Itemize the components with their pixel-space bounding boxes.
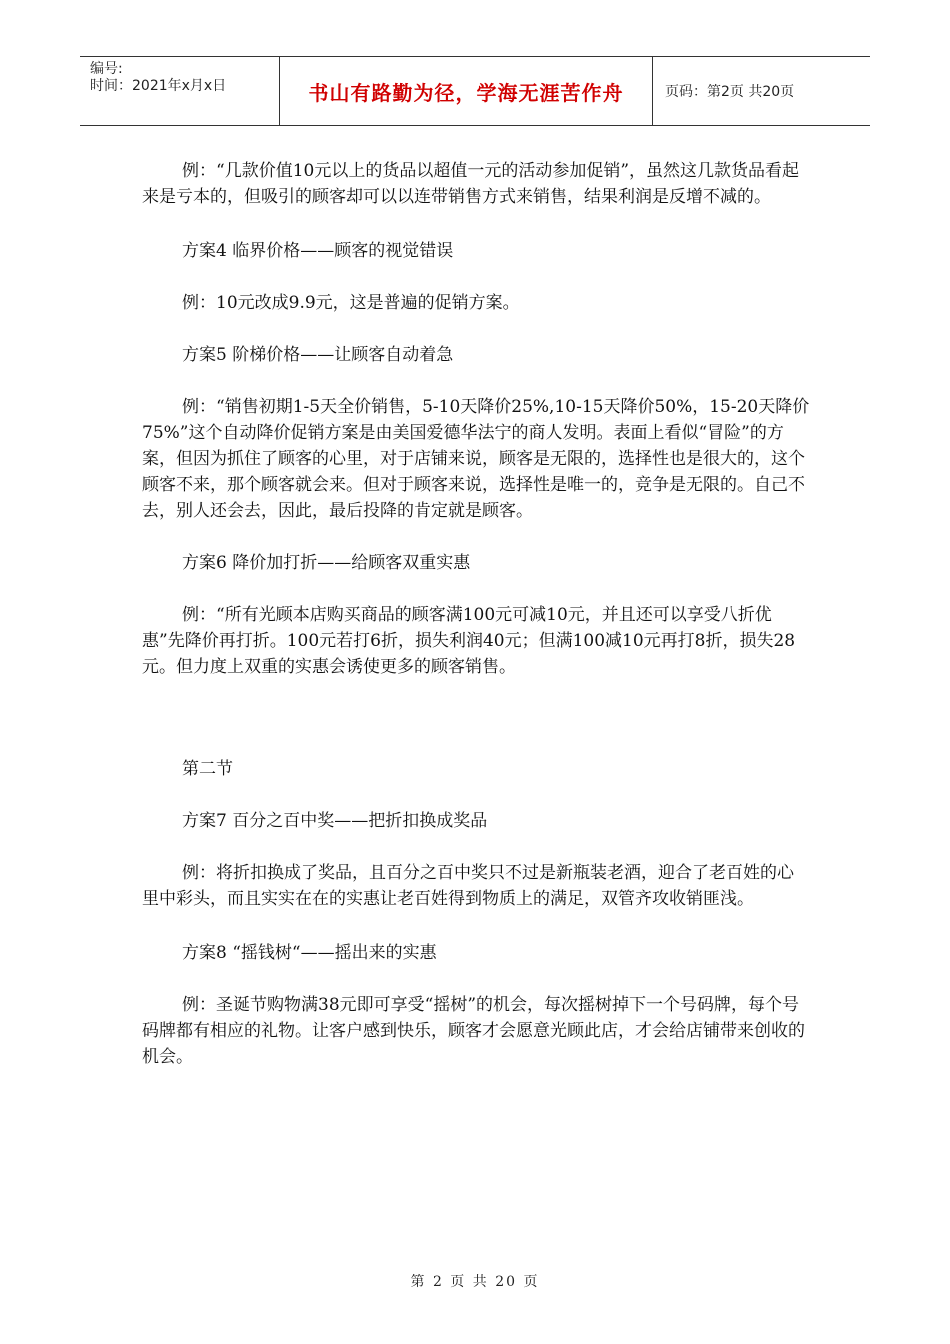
paragraph-example-5: 例：将折扣换成了奖品，且百分之百中奖只不过是新瓶装老酒，迎合了老百姓的心里中彩头，而且实实在在的实惠让老百姓得到物质上的满足，双管齐攻收销匪浅。 — [142, 863, 794, 909]
page-header — [80, 56, 870, 126]
paragraph-example-1: 例：“几款价值10元以上的货品以超值一元的活动参加促销”，虽然这几款货品看起来是亏本的，但吸引的顾客却可以以连带销售方式来销售，结果利润是反增不减的。 — [142, 161, 800, 207]
heading-plan-5: 方案5 阶梯价格——让顾客自动着急 — [182, 345, 454, 365]
paragraph-example-6: 例：圣诞节购物满38元即可享受“摇树”的机会，每次摇树掉下一个号码牌，每个号码牌都有相应的礼物。让客户感到快乐，顾客才会愿意光顾此店，才会给店铺带来创收的机会。 — [142, 995, 805, 1067]
heading-plan-7: 方案7 百分之百中奖——把折扣换成奖品 — [182, 811, 488, 831]
heading-plan-6: 方案6 降价加打折——给顾客双重实惠 — [182, 553, 471, 573]
paragraph-example-2: 例：10元改成9.9元，这是普遍的促销方案。 — [182, 293, 520, 313]
document-body — [142, 158, 810, 1070]
heading-plan-4: 方案4 临界价格——顾客的视觉错误 — [182, 241, 454, 261]
paragraph-example-3: 例：“销售初期1-5天全价销售，5-10天降价25%,10-15天降价50%，15-20天降价75%”这个自动降价促销方案是由美国爱德华法宁的商人发明。表面上看似“冒险”的方案，但因为抓住了顾客的心里，对于店铺来说，顾客是无限的，选择性也是很大的，这个顾客不来，那个顾客就会来。但对于顾客来说，选择性是唯一的，竞争是无限的。自己不去，别人还会去，因此，最后投降的肯定就是顾客。 — [142, 397, 810, 521]
heading-plan-8: 方案8 “摇钱树“——摇出来的实惠 — [182, 943, 437, 963]
doc-date: 时间：2021年x月x日 — [90, 78, 227, 94]
page-footer: 第 2 页 共 20 页 — [410, 1274, 540, 1290]
header-page-code: 页码：第2页 共20页 — [665, 84, 795, 100]
paragraph-example-4: 例：“所有光顾本店购买商品的顾客满100元可减10元，并且还可以享受八折优惠”先降价再打折。100元若打6折，损失利润40元；但满100减10元再打8折，损失28元。但力度上双重的实惠会诱使更多的顾客销售。 — [142, 605, 796, 677]
doc-number-label: 编号: — [90, 61, 123, 77]
header-motto: 书山有路勤为径，学海无涯苦作舟 — [280, 57, 653, 125]
section-heading-2: 第二节 — [182, 759, 233, 779]
header-meta — [80, 57, 280, 125]
